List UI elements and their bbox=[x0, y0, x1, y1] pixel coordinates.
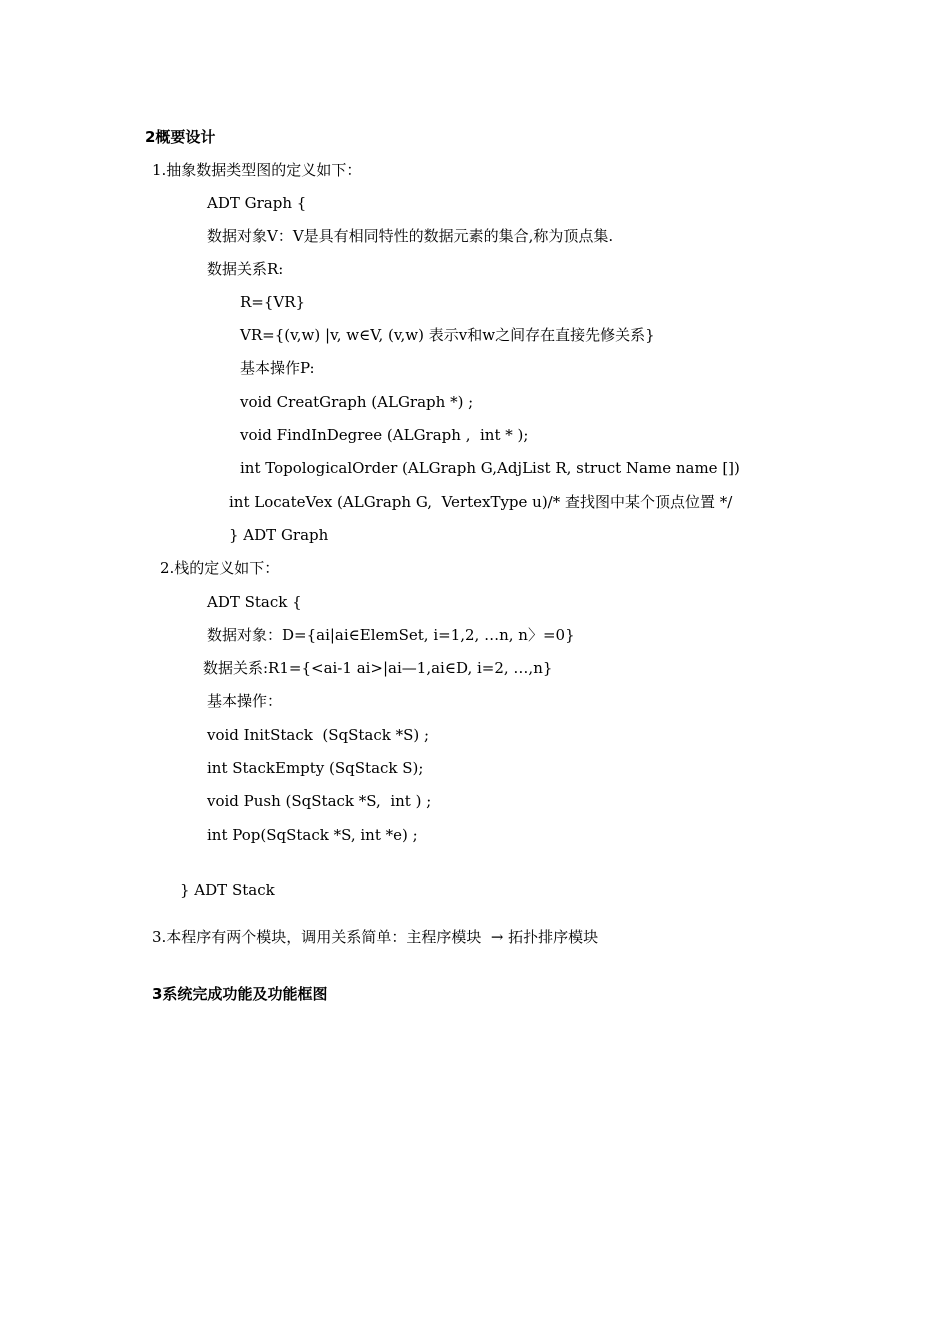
graph-op-topological: int TopologicalOrder (ALGraph G,AdjList R, struct Name name []) bbox=[240, 459, 740, 477]
stack-data-relation: 数据关系:R1={<ai-1 ai>|ai—1,ai∈D, i=2, …,n} bbox=[203, 659, 553, 677]
graph-relation-r: R={VR} bbox=[240, 293, 306, 311]
item-1-title: 1.抽象数据类型图的定义如下： bbox=[152, 161, 362, 179]
graph-basic-ops: 基本操作P: bbox=[240, 359, 315, 377]
graph-relation-vr: VR={(v,w) |v, w∈V, (v,w) 表示v和w之间存在直接先修关系} bbox=[240, 326, 655, 344]
graph-data-object: 数据对象V：V是具有相同特性的数据元素的集合,称为顶点集. bbox=[207, 227, 614, 245]
graph-data-relation: 数据关系R: bbox=[207, 260, 284, 278]
stack-data-object: 数据对象：D={ai|ai∈ElemSet, i=1,2, …n, n〉=0} bbox=[207, 626, 575, 644]
stack-op-empty: int StackEmpty (SqStack S); bbox=[207, 759, 424, 777]
section-3-heading: 3系统完成功能及功能框图 bbox=[152, 985, 328, 1003]
graph-op-findindegree: void FindInDegree (ALGraph , int * ); bbox=[240, 426, 529, 444]
stack-op-pop: int Pop(SqStack *S, int *e) ; bbox=[207, 826, 418, 844]
stack-op-init: void InitStack (SqStack *S) ; bbox=[207, 726, 430, 744]
section-2-heading: 2概要设计 bbox=[145, 128, 216, 146]
graph-adt-end: } ADT Graph bbox=[229, 526, 329, 544]
stack-adt-end: } ADT Stack bbox=[180, 881, 275, 899]
item-3-modules: 3.本程序有两个模块，调用关系简单：主程序模块 → 拓扑排序模块 bbox=[152, 928, 599, 946]
item-2-title: 2.栈的定义如下： bbox=[160, 559, 280, 577]
graph-op-creat: void CreatGraph (ALGraph *) ; bbox=[240, 393, 474, 411]
stack-op-push: void Push (SqStack *S, int ) ; bbox=[207, 792, 432, 810]
graph-op-locatevex: int LocateVex (ALGraph G, VertexType u)/* 查找图中某个顶点位置 */ bbox=[229, 493, 733, 511]
stack-basic-ops: 基本操作： bbox=[207, 692, 283, 710]
stack-adt-begin: ADT Stack { bbox=[207, 593, 302, 611]
graph-adt-begin: ADT Graph { bbox=[207, 194, 307, 212]
